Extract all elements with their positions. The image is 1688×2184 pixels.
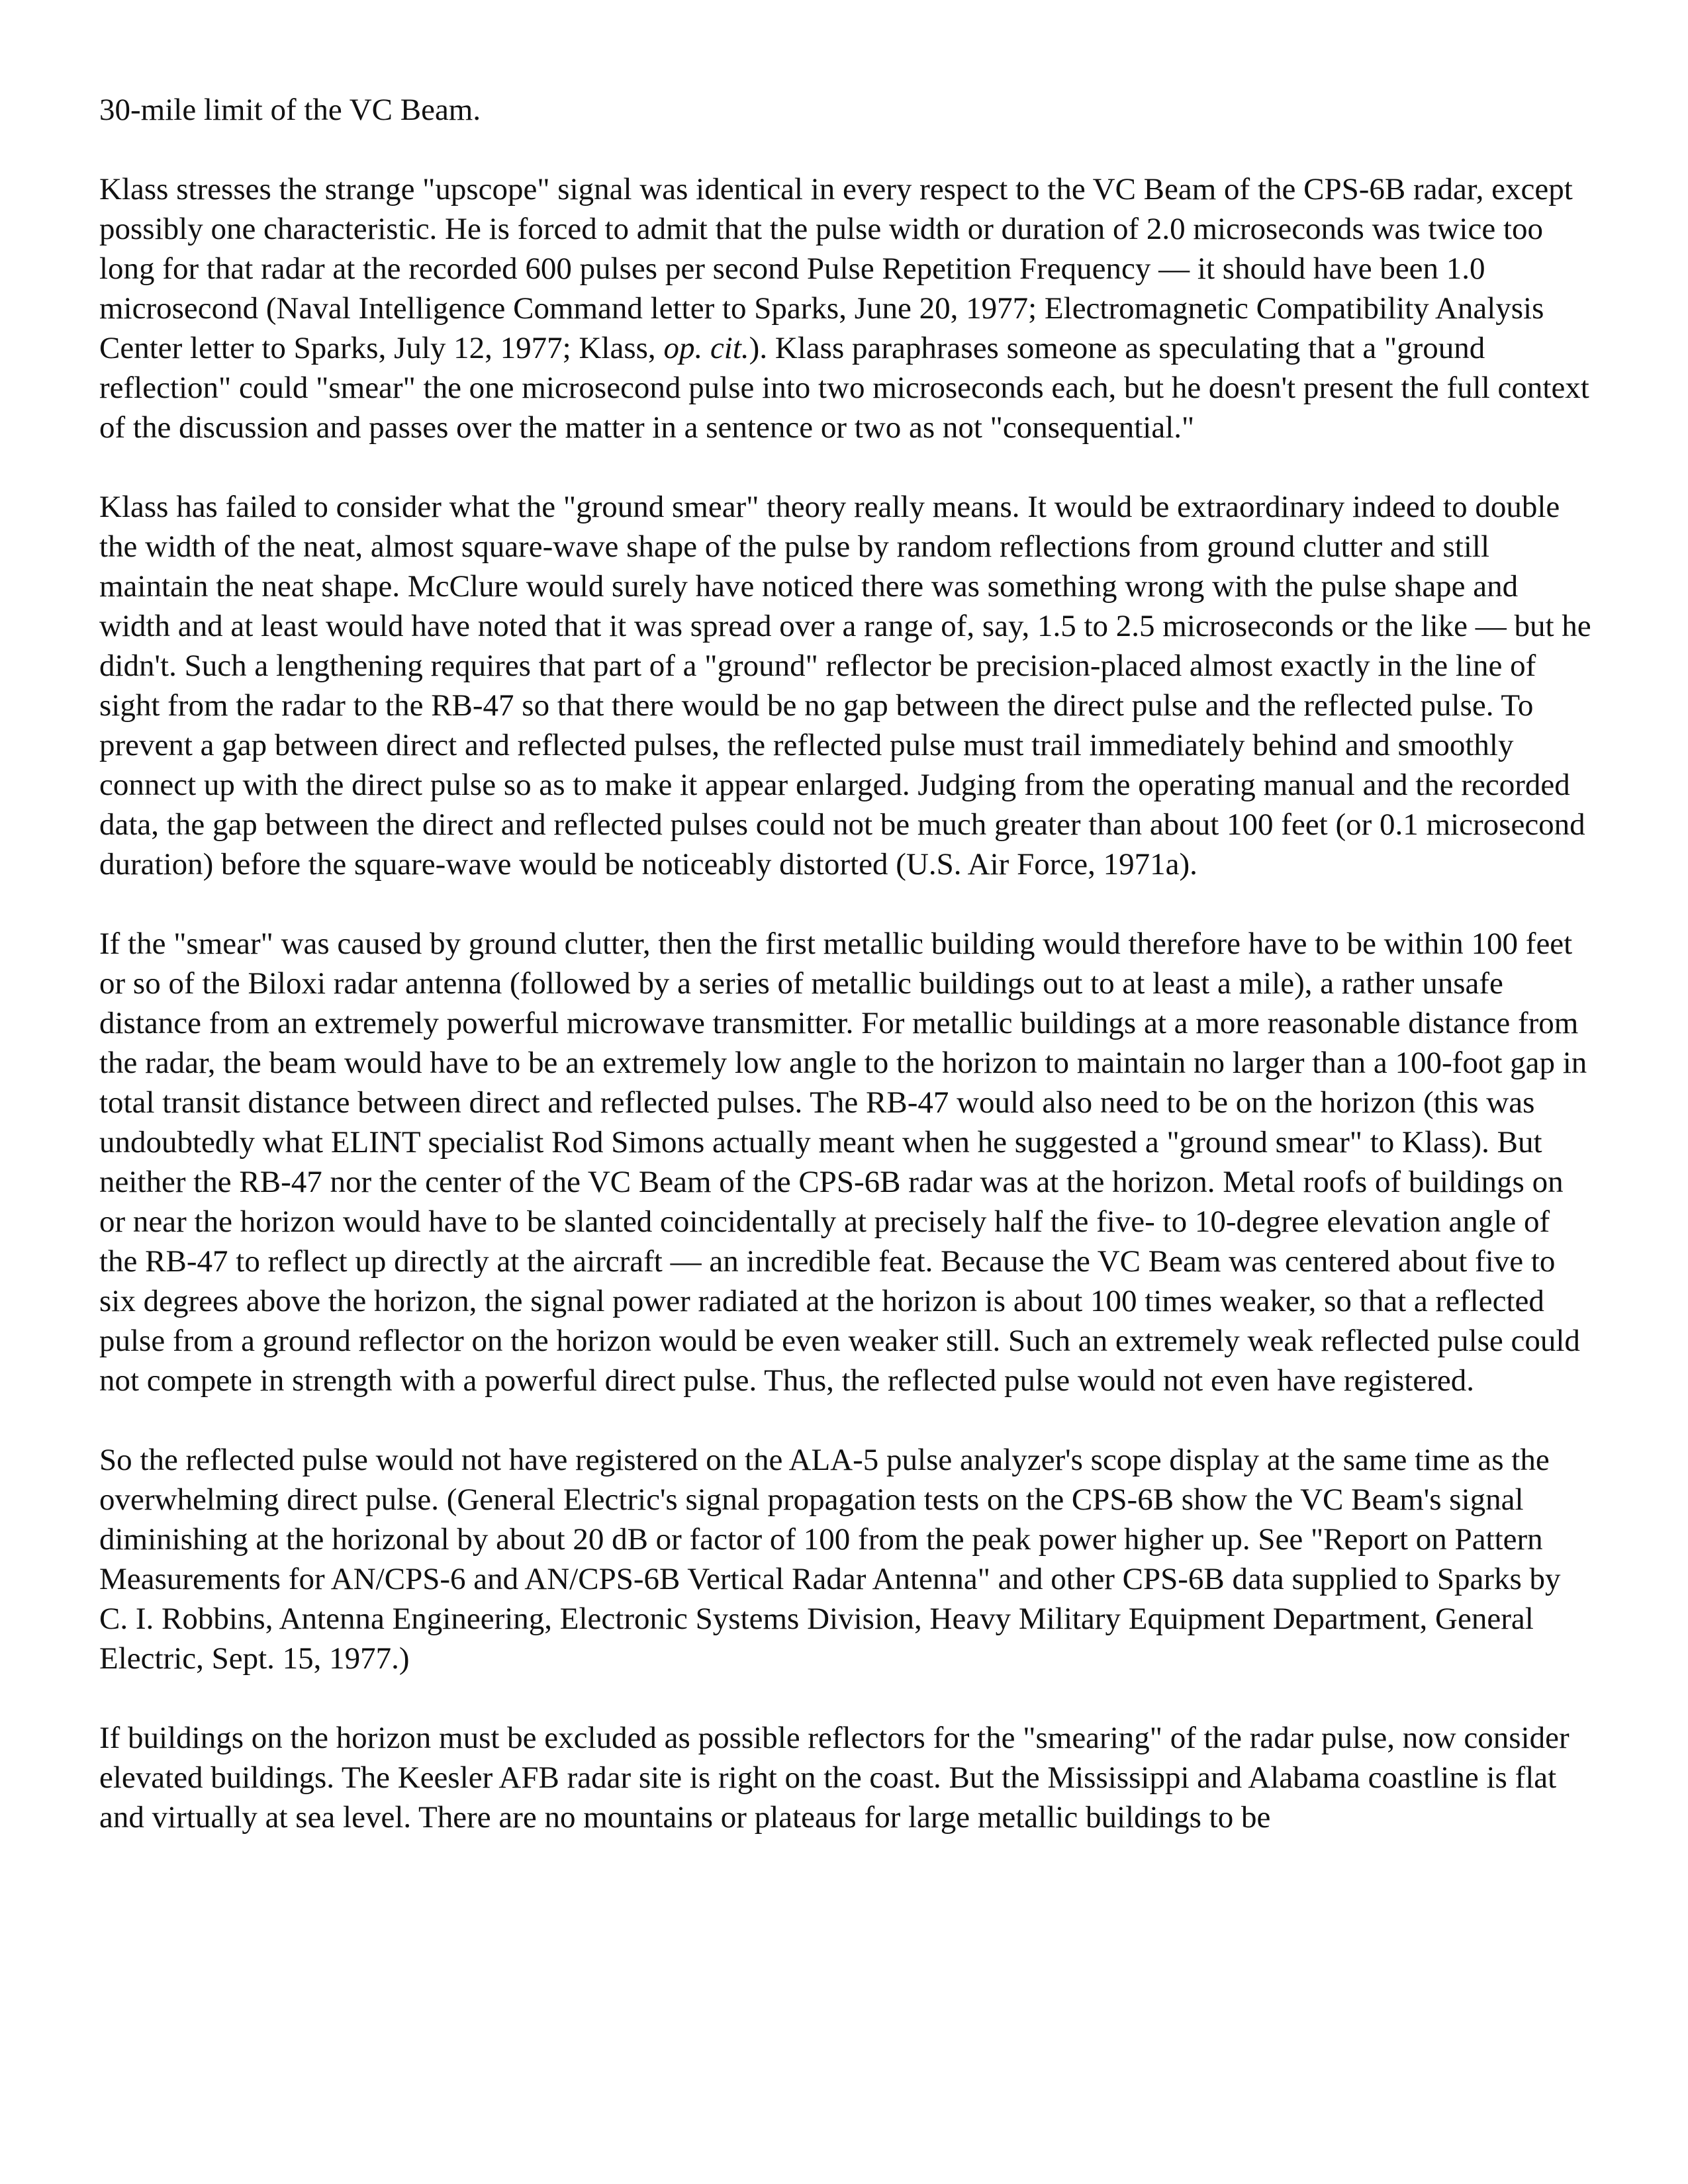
- paragraph-3: Klass has failed to consider what the "ground smear" theory really means. It would be extraordinary indeed to double the width of the neat, almost square-wave shape of the pulse by random reflections from ground clutter and still maintain the neat shape. McClure would surely have noticed there was something wrong with the pulse shape and width and at least would have noted that it was spread over a range of, say, 1.5 to 2.5 microseconds or the like — but he didn't. Such a lengthening requires that part of a "ground" reflector be precision-placed almost exactly in the line of sight from the radar to the RB-47 so that there would be no gap between the direct pulse and the reflected pulse. To prevent a gap between direct and reflected pulses, the reflected pulse must trail immediately behind and smoothly connect up with the direct pulse so as to make it appear enlarged. Judging from the operating manual and the recorded data, the gap between the direct and reflected pulses could not be much greater than about 100 feet (or 0.1 microsecond duration) before the square-wave would be noticeably distorted (U.S. Air Force, 1971a).: [99, 490, 1591, 882]
- paragraph-2-citation: op. cit.: [663, 331, 749, 365]
- paragraph-2: [99, 169, 1595, 447]
- paragraph-2-part-1: Klass stresses the strange "upscope" signal was identical in every respect to the VC Beam of the CPS-6B radar, except possibly one characteristic. He is forced to admit that the pulse width or duration of 2.0 microseconds was twice too long for that radar at the recorded 600 pulses per second Pulse Repetition Frequency — it should have been 1.0 microsecond (Naval Intelligence Command letter to Sparks, June 20, 1977; Electromagnetic Compatibility Analysis Center letter to Sparks, July 12, 1977; Klass,: [99, 172, 1573, 365]
- document-page: [99, 90, 1595, 1837]
- paragraph-6: If buildings on the horizon must be excluded as possible reflectors for the "smearing" of the radar pulse, now consider elevated buildings. The Keesler AFB radar site is right on the coast. But the Mississippi and Alabama coastline is flat and virtually at sea level. There are no mountains or plateaus for large metallic buildings to be: [99, 1721, 1570, 1835]
- paragraph-1: 30-mile limit of the VC Beam.: [99, 93, 481, 127]
- paragraph-2-part-2: ). Klass paraphrases someone as speculating that a "ground reflection" could "smear" the one microsecond pulse into two microseconds each, but he doesn't present the full context of the discussion and passes over the matter in a sentence or two as not "consequential.": [99, 331, 1589, 445]
- paragraph-4: If the "smear" was caused by ground clutter, then the first metallic building would therefore have to be within 100 feet or so of the Biloxi radar antenna (followed by a series of metallic buildings out to at least a mile), a rather unsafe distance from an extremely powerful microwave transmitter. For metallic buildings at a more reasonable distance from the radar, the beam would have to be an extremely low angle to the horizon to maintain no larger than a 100-foot gap in total transit distance between direct and reflected pulses. The RB-47 would also need to be on the horizon (this was undoubtedly what ELINT specialist Rod Simons actually meant when he suggested a "ground smear" to Klass). But neither the RB-47 nor the center of the VC Beam of the CPS-6B radar was at the horizon. Metal roofs of buildings on or near the horizon would have to be slanted coincidentally at precisely half the five- to 10-degree elevation angle of the RB-47 to reflect up directly at the aircraft — an incredible feat. Because the VC Beam was centered about five to six degrees above the horizon, the signal power radiated at the horizon is about 100 times weaker, so that a reflected pulse from a ground reflector on the horizon would be even weaker still. Such an extremely weak reflected pulse could not compete in strength with a powerful direct pulse. Thus, the reflected pulse would not even have registered.: [99, 927, 1587, 1398]
- paragraph-5: So the reflected pulse would not have registered on the ALA-5 pulse analyzer's scope display at the same time as the overwhelming direct pulse. (General Electric's signal propagation tests on the CPS-6B show the VC Beam's signal diminishing at the horizonal by about 20 dB or factor of 100 from the peak power higher up. See "Report on Pattern Measurements for AN/CPS-6 and AN/CPS-6B Vertical Radar Antenna" and other CPS-6B data supplied to Sparks by C. I. Robbins, Antenna Engineering, Electronic Systems Division, Heavy Military Equipment Department, General Electric, Sept. 15, 1977.): [99, 1443, 1561, 1676]
